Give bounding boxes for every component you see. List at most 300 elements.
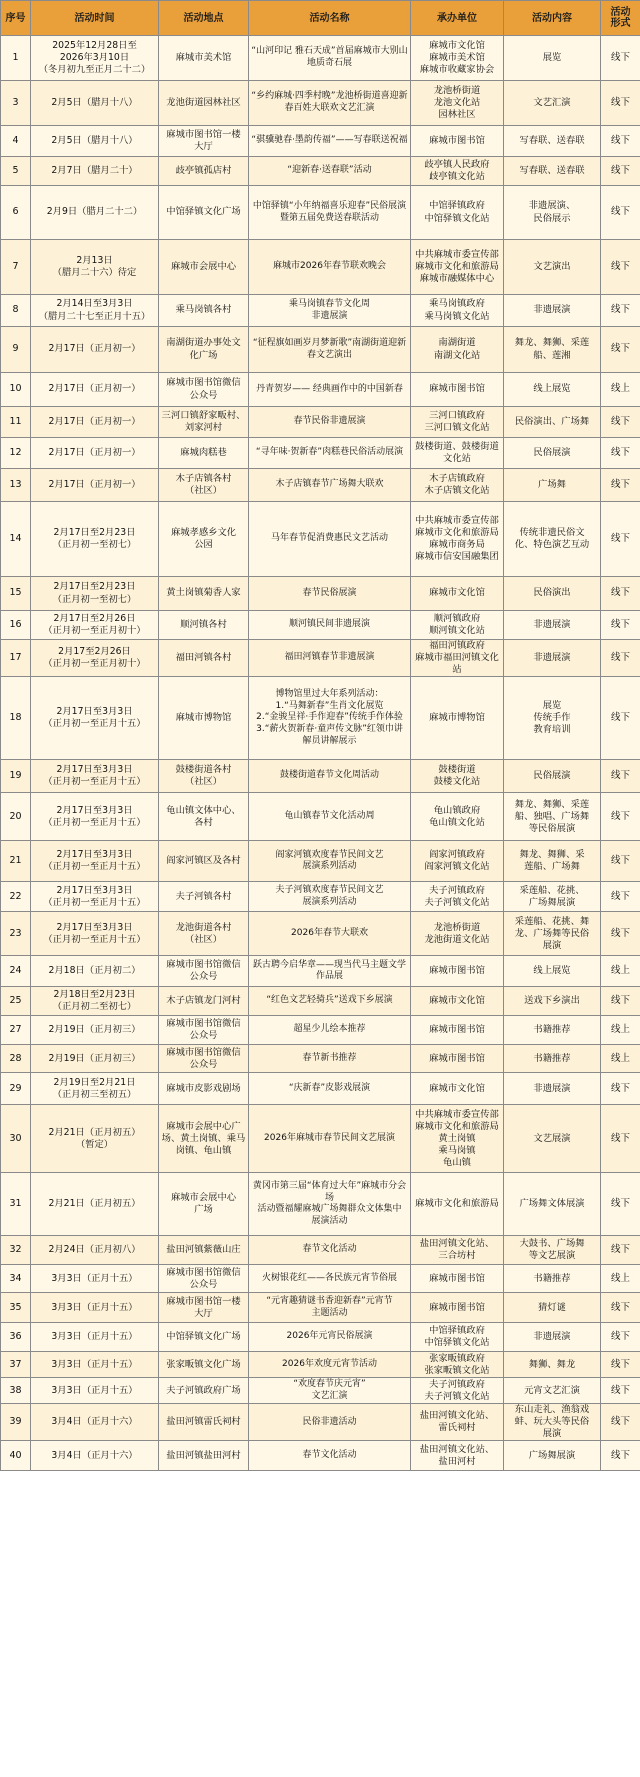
cell-place: 麻城孝感乡文化 公园 [159,502,249,577]
cell-place: 麻城市图书馆微信 公众号 [159,1016,249,1045]
cell-content: 非遗展演 [504,1073,601,1105]
cell-place: 夫子河镇各村 [159,882,249,912]
table-row [1,407,640,438]
cell-name: 龟山镇春节文化活动周 [249,793,411,841]
cell-form: 线下 [601,469,640,502]
cell-name: 夫子河镇欢度春节民间文艺 展演系列活动 [249,882,411,912]
cell-content: 舞龙、舞狮、采莲 船、独唱、广场舞 等民俗展演 [504,793,601,841]
cell-time: 2月17日至3月3日 （正月初一至正月十五） [31,793,159,841]
table-row [1,81,640,126]
cell-time: 2月13日 （腊月二十六）待定 [31,240,159,295]
cell-form: 线下 [601,438,640,469]
cell-seq: 35 [1,1293,31,1323]
table-row [1,1378,640,1404]
cell-content: 非遗展演 [504,611,601,640]
cell-seq: 15 [1,577,31,611]
cell-content: 写春联、送春联 [504,157,601,186]
cell-org: 麻城市文化馆 麻城市美术馆 麻城市收藏家协会 [411,36,504,81]
cell-form: 线下 [601,502,640,577]
cell-place: 歧亭镇孤店村 [159,157,249,186]
table-row [1,469,640,502]
cell-place: 中馆驿镇文化广场 [159,186,249,240]
cell-seq: 12 [1,438,31,469]
table-row [1,882,640,912]
table-row [1,912,640,956]
cell-time: 2月17日至2月26日 （正月初一至正月初十） [31,611,159,640]
cell-time: 3月3日（正月十五） [31,1352,159,1378]
cell-form: 线下 [601,327,640,373]
cell-content: 元宵文艺汇演 [504,1378,601,1404]
cell-seq: 24 [1,956,31,987]
table-row [1,1404,640,1441]
table-row [1,1105,640,1173]
cell-content: 传统非遗民俗文 化、特色演艺互动 [504,502,601,577]
cell-content: 文艺展演 [504,1105,601,1173]
table-row [1,327,640,373]
table-row [1,793,640,841]
cell-time: 2月17日至2月23日 （正月初一至初七） [31,502,159,577]
cell-content: 送戏下乡演出 [504,987,601,1016]
cell-form: 线下 [601,987,640,1016]
cell-org: 中共麻城市委宣传部 麻城市文化和旅游局 黄土岗镇 乘马岗镇 龟山镇 [411,1105,504,1173]
cell-form: 线上 [601,1265,640,1293]
cell-place: 麻城市图书馆一楼 大厅 [159,1293,249,1323]
cell-org: 盐田河镇文化站、 三合坊村 [411,1236,504,1265]
cell-place: 麻城市图书馆一楼 大厅 [159,126,249,157]
cell-seq: 37 [1,1352,31,1378]
cell-seq: 13 [1,469,31,502]
cell-seq: 11 [1,407,31,438]
cell-place: 盐田河镇紫薇山庄 [159,1236,249,1265]
cell-name: “乡约麻城·四季村晚”龙池桥街道喜迎新 春百姓大联欢文艺汇演 [249,81,411,126]
table-row [1,1293,640,1323]
cell-place: 麻城市图书馆微信 公众号 [159,956,249,987]
cell-form: 线下 [601,577,640,611]
cell-seq: 7 [1,240,31,295]
cell-seq: 29 [1,1073,31,1105]
cell-form: 线下 [601,1293,640,1323]
cell-content: 猜灯谜 [504,1293,601,1323]
cell-time: 2月17日（正月初一） [31,469,159,502]
cell-name: 民俗非遗活动 [249,1404,411,1441]
cell-form: 线下 [601,1105,640,1173]
cell-form: 线下 [601,1323,640,1352]
cell-org: 麻城市文化馆 [411,1073,504,1105]
cell-content: 广场舞 [504,469,601,502]
cell-org: 盐田河镇文化站、 盐田河村 [411,1441,504,1471]
cell-seq: 17 [1,640,31,677]
cell-content: 非遗展演 [504,295,601,327]
cell-org: 三河口镇政府 三河口镇文化站 [411,407,504,438]
cell-org: 鼓楼街道、鼓楼街道 文化站 [411,438,504,469]
table-row [1,1236,640,1265]
cell-org: 中馆驿镇政府 中馆驿镇文化站 [411,1323,504,1352]
cell-org: 麻城市图书馆 [411,1293,504,1323]
header-content: 活动内容 [504,1,601,36]
cell-form: 线下 [601,1173,640,1236]
cell-name: 黄冈市第三届“体育过大年”麻城市分会场 活动暨福耀麻城广场舞群众文体集中 展演活动 [249,1173,411,1236]
cell-org: 盐田河镇文化站、 雷氏祠村 [411,1404,504,1441]
table-row [1,956,640,987]
cell-form: 线上 [601,956,640,987]
cell-content: 文艺汇演 [504,81,601,126]
cell-name: 马年春节促消费惠民文艺活动 [249,502,411,577]
cell-org: 麻城市图书馆 [411,1265,504,1293]
cell-place: 阎家河镇区及各村 [159,841,249,882]
cell-name: 火树银花红——各民族元宵节俗展 [249,1265,411,1293]
cell-content: 大鼓书、广场舞 等文艺展演 [504,1236,601,1265]
cell-seq: 31 [1,1173,31,1236]
cell-seq: 39 [1,1404,31,1441]
cell-name: 丹青贺岁—— 经典画作中的中国新春 [249,373,411,407]
cell-name: 2026年元宵民俗展演 [249,1323,411,1352]
cell-name: “寻年味·贺新春”肉糕巷民俗活动展演 [249,438,411,469]
cell-form: 线下 [601,407,640,438]
cell-place: 麻城市图书馆微信 公众号 [159,1265,249,1293]
cell-place: 麻城市会展中心广 场、黄土岗镇、乘马 岗镇、龟山镇 [159,1105,249,1173]
cell-name: 麻城市2026年春节联欢晚会 [249,240,411,295]
cell-org: 麻城市图书馆 [411,373,504,407]
cell-content: 舞龙、舞狮、采莲 船、莲湘 [504,327,601,373]
cell-name: 2026年麻城市春节民间文艺展演 [249,1105,411,1173]
cell-place: 麻城肉糕巷 [159,438,249,469]
cell-form: 线下 [601,640,640,677]
cell-name: 春节民俗非遗展演 [249,407,411,438]
header-seq: 序号 [1,1,31,36]
cell-seq: 25 [1,987,31,1016]
cell-time: 2025年12月28日至 2026年3月10日 （冬月初九至正月二十二） [31,36,159,81]
cell-name: 乘马岗镇春节文化周 非遗展演 [249,295,411,327]
cell-content: 非遗展演、 民俗展示 [504,186,601,240]
table-row [1,611,640,640]
cell-time: 2月5日（腊月十八） [31,81,159,126]
cell-seq: 10 [1,373,31,407]
cell-form: 线下 [601,1441,640,1471]
cell-org: 顺河镇政府 顺河镇文化站 [411,611,504,640]
cell-place: 木子店镇龙门河村 [159,987,249,1016]
cell-place: 乘马岗镇各村 [159,295,249,327]
table-row [1,577,640,611]
table-row [1,502,640,577]
cell-place: 麻城市美术馆 [159,36,249,81]
cell-name: 木子店镇春节广场舞大联欢 [249,469,411,502]
table-row [1,987,640,1016]
cell-content: 线上展览 [504,956,601,987]
header-org: 承办单位 [411,1,504,36]
cell-time: 2月19日（正月初三） [31,1016,159,1045]
header-form: 活动 形式 [601,1,640,36]
cell-seq: 22 [1,882,31,912]
table-header-row [1,1,640,36]
cell-content: 民俗展演 [504,438,601,469]
cell-seq: 20 [1,793,31,841]
cell-time: 3月3日（正月十五） [31,1293,159,1323]
cell-form: 线下 [601,1378,640,1404]
table-row [1,157,640,186]
cell-seq: 19 [1,760,31,793]
cell-seq: 38 [1,1378,31,1404]
cell-content: 展览 [504,36,601,81]
cell-form: 线下 [601,793,640,841]
cell-seq: 32 [1,1236,31,1265]
cell-form: 线下 [601,882,640,912]
cell-seq: 28 [1,1045,31,1073]
table-row [1,841,640,882]
cell-name: 2026年春节大联欢 [249,912,411,956]
cell-name: 福田河镇春节非遗展演 [249,640,411,677]
table-row [1,640,640,677]
cell-content: 文艺演出 [504,240,601,295]
table-row [1,1323,640,1352]
cell-name: 鼓楼街道春节文化周活动 [249,760,411,793]
cell-place: 麻城市博物馆 [159,677,249,760]
cell-content: 民俗演出 [504,577,601,611]
cell-time: 2月17日至3月3日 （正月初一至正月十五） [31,912,159,956]
cell-time: 2月17至2月26日 （正月初一至正月初十） [31,640,159,677]
cell-seq: 8 [1,295,31,327]
cell-time: 2月7日（腊月二十） [31,157,159,186]
cell-place: 南湖街道办事处文 化广场 [159,327,249,373]
cell-content: 展览 传统手作 教育培训 [504,677,601,760]
cell-place: 龟山镇文体中心、 各村 [159,793,249,841]
cell-org: 夫子河镇政府 夫子河镇文化站 [411,1378,504,1404]
table-row [1,1016,640,1045]
table-row [1,1441,640,1471]
cell-name: 阎家河镇欢度春节民间文艺 展演系列活动 [249,841,411,882]
cell-time: 2月17日（正月初一） [31,327,159,373]
cell-place: 麻城市皮影戏剧场 [159,1073,249,1105]
cell-seq: 30 [1,1105,31,1173]
cell-place: 福田河镇各村 [159,640,249,677]
cell-org: 麻城市文化和旅游局 [411,1173,504,1236]
cell-time: 3月4日（正月十六） [31,1404,159,1441]
cell-org: 龙池桥街道 龙池文化站 园林社区 [411,81,504,126]
cell-name: 春节文化活动 [249,1236,411,1265]
cell-form: 线下 [601,611,640,640]
cell-time: 2月19日至2月21日 （正月初三至初五） [31,1073,159,1105]
cell-seq: 6 [1,186,31,240]
cell-time: 2月21日（正月初五） [31,1173,159,1236]
cell-form: 线下 [601,1073,640,1105]
cell-org: 乘马岗镇政府 乘马岗镇文化站 [411,295,504,327]
cell-time: 2月17日（正月初一） [31,373,159,407]
cell-form: 线下 [601,157,640,186]
cell-form: 线下 [601,126,640,157]
cell-place: 盐田河镇雷氏祠村 [159,1404,249,1441]
cell-org: 龟山镇政府 龟山镇文化站 [411,793,504,841]
cell-place: 龙池街道各村 （社区） [159,912,249,956]
cell-content: 广场舞文体展演 [504,1173,601,1236]
table-row [1,36,640,81]
cell-time: 2月21日（正月初五） （暂定） [31,1105,159,1173]
cell-seq: 4 [1,126,31,157]
cell-name: 春节文化活动 [249,1441,411,1471]
cell-form: 线下 [601,1404,640,1441]
cell-form: 线上 [601,1045,640,1073]
cell-time: 2月18日至2月23日 （正月初二至初七） [31,987,159,1016]
table-row [1,438,640,469]
cell-time: 2月17日至3月3日 （正月初一至正月十五） [31,760,159,793]
table-row [1,1265,640,1293]
cell-time: 3月3日（正月十五） [31,1378,159,1404]
header-time: 活动时间 [31,1,159,36]
cell-form: 线下 [601,81,640,126]
cell-seq: 16 [1,611,31,640]
cell-content: 民俗展演 [504,760,601,793]
cell-seq: 34 [1,1265,31,1293]
cell-time: 2月17日至3月3日 （正月初一至正月十五） [31,841,159,882]
cell-form: 线下 [601,841,640,882]
cell-content: 东山走礼、渔翁戏 蚌、玩大头等民俗 展演 [504,1404,601,1441]
cell-name: “庆新春”皮影戏展演 [249,1073,411,1105]
cell-content: 民俗演出、广场舞 [504,407,601,438]
cell-content: 非遗展演 [504,640,601,677]
cell-content: 书籍推荐 [504,1016,601,1045]
cell-time: 2月19日（正月初三） [31,1045,159,1073]
cell-form: 线上 [601,373,640,407]
cell-seq: 23 [1,912,31,956]
cell-seq: 9 [1,327,31,373]
cell-name: 跃古聘今启华章——现当代马主题文学 作品展 [249,956,411,987]
cell-org: 龙池桥街道 龙池街道文化站 [411,912,504,956]
cell-org: 鼓楼街道 鼓楼文化站 [411,760,504,793]
cell-seq: 18 [1,677,31,760]
cell-time: 2月9日（腊月二十二） [31,186,159,240]
cell-content: 书籍推荐 [504,1265,601,1293]
cell-place: 鼓楼街道各村 （社区） [159,760,249,793]
table-row [1,373,640,407]
cell-name: 2026年欢度元宵节活动 [249,1352,411,1378]
cell-org: 夫子河镇政府 夫子河镇文化站 [411,882,504,912]
cell-place: 夫子河镇政府广场 [159,1378,249,1404]
table-row [1,1045,640,1073]
cell-org: 中共麻城市委宣传部 麻城市文化和旅游局 麻城市融媒体中心 [411,240,504,295]
cell-time: 2月24日（正月初八） [31,1236,159,1265]
cell-time: 2月18日（正月初二） [31,956,159,987]
cell-org: 歧亭镇人民政府 歧亭镇文化站 [411,157,504,186]
cell-name: 顺河镇民间非遗展演 [249,611,411,640]
cell-place: 张家畈镇文化广场 [159,1352,249,1378]
cell-content: 采莲船、花挑、 广场舞展演 [504,882,601,912]
table-row [1,186,640,240]
table-row [1,126,640,157]
cell-place: 麻城市图书馆微信 公众号 [159,373,249,407]
cell-name: “欢度春节庆元宵” 文艺汇演 [249,1378,411,1404]
cell-name: “红色文艺轻骑兵”送戏下乡展演 [249,987,411,1016]
cell-form: 线下 [601,1352,640,1378]
cell-org: 麻城市文化馆 [411,577,504,611]
cell-content: 采莲船、花挑、舞 龙、广场舞等民俗 展演 [504,912,601,956]
header-name: 活动名称 [249,1,411,36]
cell-seq: 3 [1,81,31,126]
cell-content: 线上展览 [504,373,601,407]
cell-form: 线下 [601,240,640,295]
cell-place: 三河口镇舒家畈村、 刘家河村 [159,407,249,438]
table-row [1,677,640,760]
cell-time: 3月4日（正月十六） [31,1441,159,1471]
cell-form: 线下 [601,36,640,81]
cell-place: 黄土岗镇菊香人家 [159,577,249,611]
cell-name: “山河印记 雅石天成”首届麻城市大别山 地质奇石展 [249,36,411,81]
cell-name: “征程旗如画岁月梦新歌”南湖街道迎新 春文艺演出 [249,327,411,373]
table-row [1,1352,640,1378]
cell-content: 写春联、送春联 [504,126,601,157]
cell-content: 舞龙、舞狮、采 莲船、广场舞 [504,841,601,882]
cell-org: 福田河镇政府 麻城市福田河镇文化站 [411,640,504,677]
cell-org: 麻城市文化馆 [411,987,504,1016]
cell-name: “骐骥驰春·墨韵传福”——写春联送祝福 [249,126,411,157]
table-row [1,1173,640,1236]
cell-seq: 21 [1,841,31,882]
cell-time: 2月17日至3月3日 （正月初一至正月十五） [31,677,159,760]
cell-place: 中馆驿镇文化广场 [159,1323,249,1352]
cell-form: 线下 [601,186,640,240]
cell-time: 2月17日（正月初一） [31,438,159,469]
cell-form: 线上 [601,1016,640,1045]
cell-name: “元宵趣猜谜书香迎新春”元宵节 主题活动 [249,1293,411,1323]
cell-org: 中馆驿镇政府 中馆驿镇文化站 [411,186,504,240]
cell-name: 春节民俗展演 [249,577,411,611]
cell-org: 张家畈镇政府 张家畈镇文化站 [411,1352,504,1378]
cell-form: 线下 [601,760,640,793]
cell-name: 中馆驿镇“小年纳福喜乐迎春”民俗展演 暨第五届免费送春联活动 [249,186,411,240]
table-row [1,760,640,793]
cell-seq: 14 [1,502,31,577]
cell-org: 麻城市博物馆 [411,677,504,760]
cell-time: 2月17日至3月3日 （正月初一至正月十五） [31,882,159,912]
cell-org: 南湖街道 南湖文化站 [411,327,504,373]
cell-org: 麻城市图书馆 [411,126,504,157]
cell-place: 木子店镇各村 （社区） [159,469,249,502]
cell-time: 3月3日（正月十五） [31,1323,159,1352]
cell-form: 线下 [601,295,640,327]
cell-time: 3月3日（正月十五） [31,1265,159,1293]
cell-place: 麻城市图书馆微信 公众号 [159,1045,249,1073]
cell-form: 线下 [601,677,640,760]
cell-org: 阎家河镇政府 阎家河镇文化站 [411,841,504,882]
table-row [1,240,640,295]
table-row [1,295,640,327]
header-place: 活动地点 [159,1,249,36]
table-body [1,36,640,1471]
cell-org: 麻城市图书馆 [411,1016,504,1045]
cell-time: 2月14日至3月3日 （腊月二十七至正月十五） [31,295,159,327]
cell-content: 舞狮、舞龙 [504,1352,601,1378]
cell-seq: 1 [1,36,31,81]
cell-place: 麻城市会展中心 [159,240,249,295]
cell-content: 非遗展演 [504,1323,601,1352]
cell-time: 2月17日（正月初一） [31,407,159,438]
cell-time: 2月5日（腊月十八） [31,126,159,157]
cell-name: 超星少儿绘本推荐 [249,1016,411,1045]
cell-org: 麻城市图书馆 [411,1045,504,1073]
cell-content: 书籍推荐 [504,1045,601,1073]
cell-org: 木子店镇政府 木子店镇文化站 [411,469,504,502]
cell-form: 线下 [601,912,640,956]
cell-time: 2月17日至2月23日 （正月初一至初七） [31,577,159,611]
cell-name: “迎新春·送春联”活动 [249,157,411,186]
cell-seq: 5 [1,157,31,186]
cell-seq: 40 [1,1441,31,1471]
cell-seq: 36 [1,1323,31,1352]
table-row [1,1073,640,1105]
cell-place: 麻城市会展中心 广场 [159,1173,249,1236]
cell-name: 春节新书推荐 [249,1045,411,1073]
cell-name: 博物馆里过大年系列活动： 1.“马舞新春”生肖文化展览 2.“金骏呈祥·手作迎春”传统手作体验 3.“薪火贺新春·童声传文脉”红领巾讲 解员讲解展示 [249,677,411,760]
cell-seq: 27 [1,1016,31,1045]
cell-org: 麻城市图书馆 [411,956,504,987]
cell-place: 盐田河镇盐田河村 [159,1441,249,1471]
